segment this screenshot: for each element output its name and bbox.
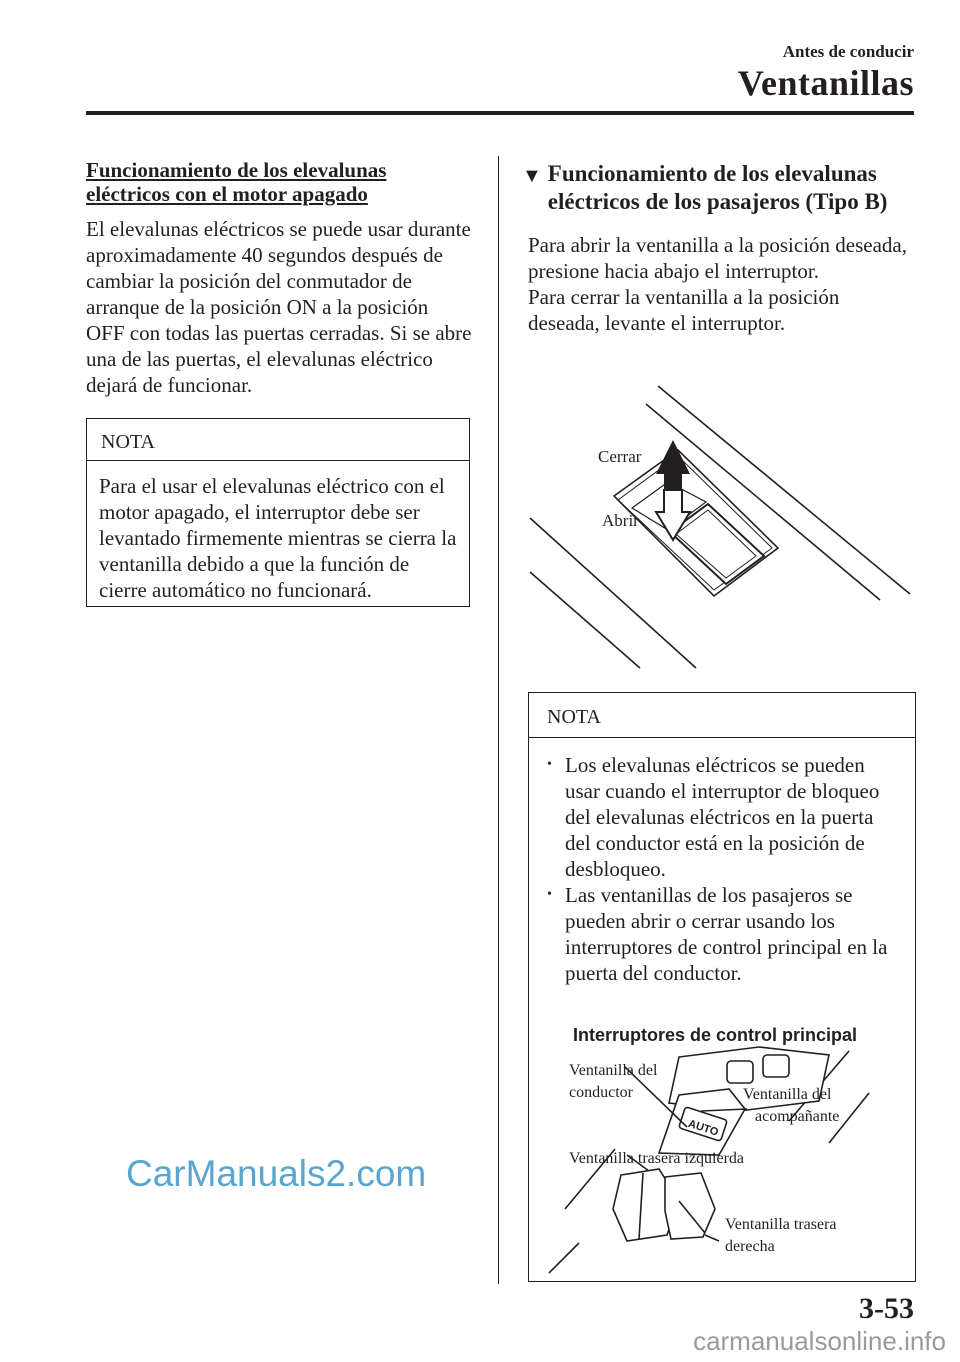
header-rule [86, 111, 914, 115]
triangle-marker-icon: ▼ [522, 165, 542, 187]
subheading-line2: eléctricos con el motor apagado [86, 182, 368, 206]
open-instructions: Para abrir la ventanilla a la posición deseada, presione hacia abajo el interruptor. [528, 233, 908, 283]
page-title: Ventanillas [737, 63, 914, 103]
note-label: NOTA [87, 419, 469, 461]
watermark-right: carmanualsonline.info [693, 1326, 946, 1356]
driver-window-line2: conductor [569, 1084, 633, 1101]
rear-left-window: Ventanilla trasera izquierda [569, 1150, 745, 1167]
note-bullet: • Los elevalunas eléctricos se pueden usar cuando el interruptor de bloqueo del elevalunas eléctricos en la puerta del conductor está en la posición de desbloqueo. [547, 752, 901, 882]
passenger-window-line2: acompañante [755, 1108, 840, 1125]
main-control-switches-illustration [529, 1013, 915, 1281]
watermark-left: CarManuals2.com [126, 1153, 427, 1194]
passenger-switch-illustration [528, 380, 916, 680]
figure-title: Interruptores de control principal [573, 1025, 858, 1045]
note-bullet: • Las ventanillas de los pasajeros se pueden abrir o cerrar usando los interruptores de control principal en la puerta del conductor. [547, 882, 901, 986]
page-number: 3-53 [859, 1292, 914, 1325]
column-divider [498, 156, 499, 1284]
section-heading [522, 160, 916, 216]
note-bullet-list [529, 738, 915, 986]
open-label: Abrir [602, 511, 639, 530]
passenger-window-line1: Ventanilla del [743, 1086, 832, 1103]
switch-figure [528, 380, 916, 680]
auto-badge: AUTO [686, 1117, 720, 1139]
left-column [86, 158, 472, 607]
right-column [522, 160, 916, 336]
header-section: Antes de conducir [782, 42, 914, 61]
rear-right-window-line2: derecha [725, 1238, 775, 1255]
close-label: Cerrar [598, 447, 642, 466]
main-control-figure [529, 1013, 915, 1281]
close-instructions: Para cerrar la ventanilla a la posición deseada, levante el interruptor. [528, 285, 840, 335]
subheading-line1: Funcionamiento de los elevalunas [86, 158, 387, 182]
rear-right-window-line1: Ventanilla trasera [725, 1216, 837, 1233]
section-heading-text: Funcionamiento de los elevalunas eléctricos de los pasajeros (Tipo B) [547, 161, 888, 214]
note-label-right: NOTA [529, 693, 915, 738]
note-box-right [528, 692, 916, 1282]
body-paragraph: El elevalunas eléctricos se puede usar durante aproximadamente 40 segundos después de cambiar la posición del conmutador de arranque de la posición ON a la posición OFF con todas las puertas cerradas. Si se abre una de las puertas, el elevalunas eléctrico dejará de funcionar. [86, 217, 472, 397]
note-text: Para el usar el elevalunas eléctrico con el motor apagado, el interruptor debe ser levantado firmemente mientras se cierra la ventanilla debido a que la función de cierre automático no funcionará. [99, 474, 457, 602]
driver-window-line1: Ventanilla del [569, 1062, 658, 1079]
subheading [86, 158, 472, 206]
note-box [86, 418, 470, 607]
